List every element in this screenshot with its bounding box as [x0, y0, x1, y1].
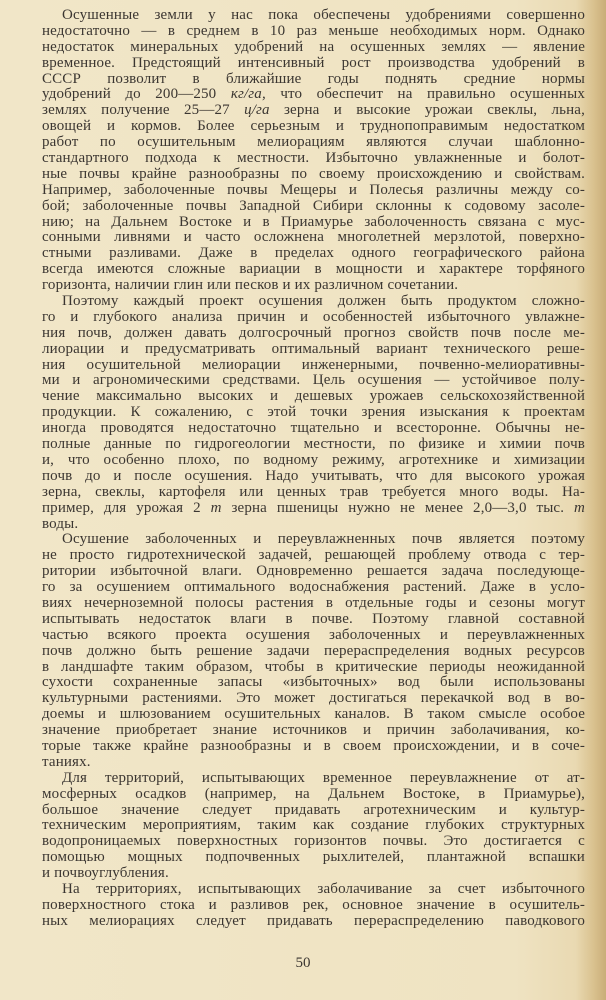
text-line: го и глубокого анализа причин и особенностей избыточного увлажне- — [42, 308, 585, 325]
text-line: ритории избыточной влаги. Одновременно решается задача последующе- — [42, 563, 585, 580]
text-line: техническим мероприятиям, таким как создание глубоких структурных — [42, 817, 585, 834]
text-segment: землях получение 25—27 — [42, 102, 245, 119]
text-line: временное. Предстоящий интенсивный рост производства удобрений в — [42, 54, 585, 71]
text-line: испытывать недостаток влаги в почве. Поэтому главной составной — [42, 610, 585, 627]
text-line: горизонта, наличии глин или песков и их различном сочетании. — [42, 277, 459, 294]
text-line: недостаток минеральных удобрений на осушенных землях — явление — [42, 38, 585, 55]
text-line: мосферных осадков (например, на Дальнем Востоке, в Приамурье), — [42, 785, 585, 802]
text-line: овощей и кормов. Более серьезным и труднопоправимым недостатком — [42, 118, 585, 135]
text-line: Осушенные земли у нас пока обеспечены удобрениями совершенно — [62, 7, 585, 23]
text-line: в ландшафте таким образом, чтобы в критические периоды неожиданной — [42, 658, 585, 675]
text-line: Для территорий, испытывающих временное переувлажнение от ат- — [62, 769, 585, 786]
text-line: ния осушительной мелиорации инженерными, почвенно-мелиоративны- — [42, 356, 585, 373]
text-line: большое значение следует придавать агротехническим и культур- — [42, 801, 585, 818]
text-line: бой; заболоченные почвы Западной Сибири склонны к содовому засоле- — [42, 197, 585, 214]
italic-unit: т — [210, 499, 222, 516]
text-line: торые также крайне разнообразны и в своем происхождении, и в соче- — [42, 737, 585, 754]
text-line — [42, 501, 585, 517]
text-line: работ по осушительным мелиорациям являются случаи шаблонно- — [42, 134, 585, 151]
text-line: стными разливами. Даже в пределах одного географического района — [42, 245, 585, 262]
text-line — [42, 103, 585, 119]
text-line: виях нечерноземной полосы растения в отдельные годы и сезоны могут — [42, 594, 585, 611]
text-line: водопроницаемых поверхностных горизонтов почвы. Это достигается с — [42, 833, 585, 850]
text-line: продукции. К сожалению, с этой точки зрения изыскания к проектам — [42, 404, 585, 421]
text-line: стандартного подхода к местности. Избыточно увлажненные и болот- — [42, 150, 585, 167]
text-segment: пример, для урожая 2 — [42, 499, 211, 516]
text-line: Например, заболоченные почвы Мещеры и Полесья различны между со- — [42, 181, 585, 198]
italic-unit: кг/га, — [230, 86, 266, 103]
text-line: Поэтому каждый проект осушения должен быть продуктом сложно- — [62, 293, 585, 310]
text-line: иногда проводятся недостаточно тщательно и всесторонне. Обычны не- — [42, 420, 585, 437]
text-line: недостаточно — в среднем в 10 раз меньше необходимых норм. Однако — [42, 22, 585, 39]
paragraph — [42, 8, 585, 294]
text-line: нию; на Дальнем Востоке и в Приамурье заболоченность связана с мус- — [42, 213, 585, 230]
text-line: сонными ливнями и часто осложнена многолетней мерзлотой, поверхно- — [42, 229, 585, 246]
text-line: ные почвы крайне разнообразны по своему происхождению и свойствам. — [42, 165, 585, 182]
text-line: помощью мощных подпочвенных рыхлителей, плантажной вспашки — [42, 849, 585, 866]
text-line: поверхностного стока и разливов рек, основное значение в осушитель- — [42, 896, 585, 913]
text-line: СССР позволит в ближайшие годы поднять средние нормы — [42, 70, 585, 87]
text-line: и почвоуглубления. — [42, 865, 169, 882]
text-segment: удобрений до 200—250 — [42, 86, 231, 103]
text-line: зерна, свеклы, картофеля или ценных трав требуется много воды. На- — [42, 483, 585, 500]
text-line: доемы и шлюзованием осушительных каналов. В таком смысле особое — [42, 706, 585, 723]
text-segment: зерна пшеницы нужно не менее 2,0—3,0 тыс. — [221, 499, 575, 516]
text-line: частью всякого проекта осушения заболоченных и переувлажненных — [42, 626, 585, 643]
text-line: ми и агрономическими средствами. Цель осушения — устойчивое полу- — [42, 372, 585, 389]
text-line: воды. — [42, 515, 79, 532]
paragraph — [42, 882, 585, 930]
text-line: не просто гидротехнической задачей, решающей проблему отвода с тер- — [42, 547, 585, 564]
text-line: всегда имеются сложные вариации в мощности и характере торфяного — [42, 261, 585, 278]
paragraph — [42, 771, 585, 882]
text-line: культурными растениями. Это может достигаться перекачкой вод в во- — [42, 690, 585, 707]
text-line: лиорации и предусматривать оптимальный вариант технического реше- — [42, 340, 585, 357]
text-line: ных мелиорациях следует придавать перераспределению паводкового — [42, 912, 585, 929]
paragraph — [42, 294, 585, 532]
text-line: почв до и после осушения. Надо учитывать, что для высокого урожая — [42, 467, 585, 484]
text-line — [42, 87, 585, 103]
text-line: почв должно быть решение задачи перераспределения водных ресурсов — [42, 642, 585, 659]
italic-unit: ц/га — [244, 102, 270, 119]
text-line: значение приобретает знание источников и причин заболачивания, ко- — [42, 722, 585, 739]
italic-unit: т — [574, 499, 585, 516]
text-line: и, что особенно плохо, по водному режиму, агротехнике и химизации — [42, 451, 585, 468]
text-line: На территориях, испытывающих заболачивание за счет избыточного — [62, 880, 585, 897]
paragraph — [42, 532, 585, 770]
text-line: таниях. — [42, 753, 91, 770]
text-line: чение максимально высоких и дешевых урожаев сельскохозяйственной — [42, 388, 585, 405]
text-segment: что обеспечит на правильно осушенных — [265, 86, 585, 103]
page-body-text — [42, 8, 585, 930]
text-line: полные данные по гидрогеологии местности, по физике и химии почв — [42, 436, 585, 453]
text-segment: зерна и высокие урожаи свеклы, льна, — [269, 102, 586, 119]
text-line: ния почв, должен давать долгосрочный прогноз свойств почв после ме- — [42, 324, 585, 341]
text-line: го за осушением оптимального водоснабжения растений. Даже в усло- — [42, 579, 585, 596]
page-number: 50 — [295, 955, 311, 971]
text-line: сухости сохраненные запасы «избыточных» вод были использованы — [42, 674, 585, 691]
text-line: Осушение заболоченных и переувлажненных почв является поэтому — [62, 531, 585, 548]
